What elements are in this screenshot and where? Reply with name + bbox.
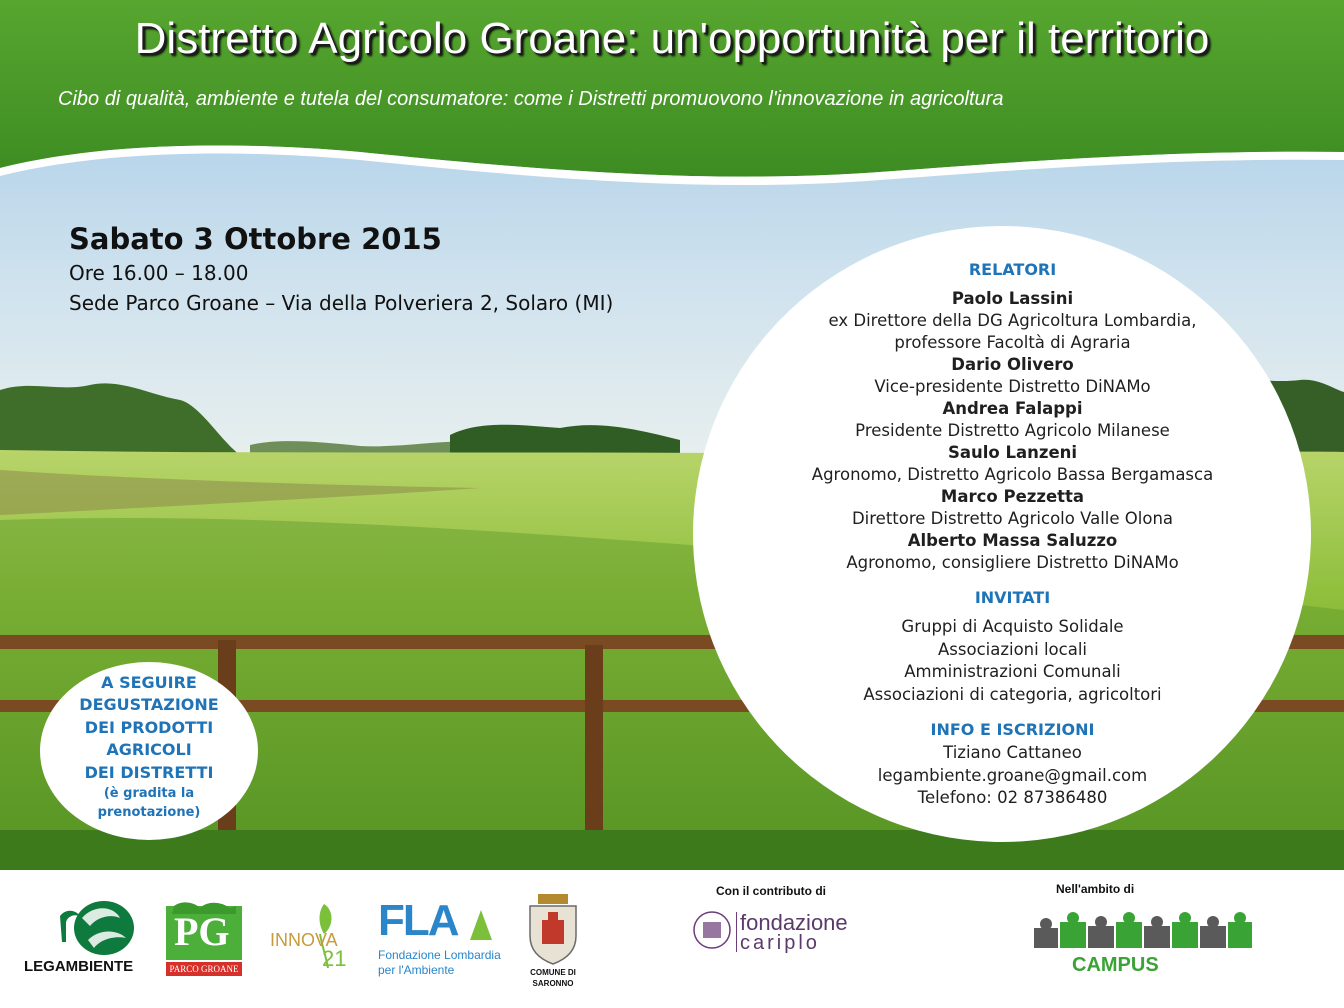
guest-item: Associazioni locali	[938, 639, 1087, 659]
tasting-note: prenotazione)	[97, 805, 201, 821]
contact-email[interactable]: legambiente.groane@gmail.com	[877, 765, 1148, 785]
speaker-name: Marco Pezzetta	[940, 487, 1085, 506]
event-time: Ore 16.00 – 18.00	[69, 261, 249, 285]
info-circle-content	[710, 258, 1315, 810]
speaker-role: Agronomo, consigliere Distretto DiNAMo	[846, 553, 1179, 572]
event-details	[69, 220, 689, 318]
cariplo-seal-icon	[692, 910, 732, 950]
speaker-name: Andrea Falappi	[942, 399, 1083, 418]
speaker-role: Vice-presidente Distretto DiNAMo	[874, 377, 1151, 396]
tasting-line: DEI PRODOTTI	[84, 717, 214, 737]
legambiente-text: LEGAMBIENTE	[24, 958, 134, 975]
speaker-item	[710, 354, 1315, 398]
saronno-logo	[522, 892, 584, 992]
tasting-line: DEI DISTRETTI	[84, 762, 214, 782]
parco-groane-initials: PG	[174, 909, 230, 954]
fla-line2: per l'Ambiente	[378, 963, 455, 977]
speaker-role: professore Facoltà di Agraria	[894, 333, 1131, 352]
speaker-role: Agronomo, Distretto Agricolo Bassa Bergamasca	[811, 465, 1214, 484]
guests-heading: INVITATI	[974, 588, 1051, 607]
parco-groane-text: PARCO GROANE	[166, 962, 242, 976]
tasting-note: (è gradita la	[103, 786, 195, 802]
saronno-line1: COMUNE DI	[530, 968, 576, 977]
guest-item: Amministrazioni Comunali	[904, 662, 1121, 681]
tasting-badge	[40, 662, 258, 840]
fla-leaf-icon	[466, 906, 496, 942]
campus-puzzle-icon	[1032, 912, 1256, 958]
speaker-name: Paolo Lassini	[951, 289, 1074, 308]
contribution-label: Con il contributo di	[716, 884, 826, 898]
tasting-line: A SEGUIRE	[101, 673, 197, 692]
speaker-role: ex Direttore della DG Agricoltura Lombardia,	[828, 311, 1197, 330]
fla-mark: FLA	[378, 896, 458, 945]
page-subtitle: Cibo di qualità, ambiente e tutela del consumatore: come i Distretti promuovono l'innovazione in agricoltura	[58, 88, 1004, 110]
speaker-name: Alberto Massa Saluzzo	[907, 531, 1118, 550]
speaker-item	[710, 486, 1315, 530]
speaker-name: Saulo Lanzeni	[947, 443, 1078, 462]
parco-groane-logo	[166, 900, 242, 978]
legambiente-logo	[22, 898, 144, 978]
campus-label: Nell'ambito di	[1056, 882, 1135, 896]
cariplo-logo	[692, 910, 867, 958]
page-title: Distretto Agricolo Groane: un'opportunità per il territorio	[134, 14, 1210, 63]
cariplo-line2: cariplo	[740, 932, 820, 954]
cariplo-line1: fondazione	[740, 910, 848, 935]
innova21-logo	[270, 900, 360, 978]
speaker-item	[710, 442, 1315, 486]
saronno-line2: SARONNO	[532, 979, 574, 988]
speaker-role: Presidente Distretto Agricolo Milanese	[855, 421, 1170, 440]
tasting-line: DEGUSTAZIONE	[79, 695, 219, 715]
fla-line1: Fondazione Lombardia	[378, 948, 501, 962]
tasting-line: AGRICOLI	[106, 740, 192, 760]
innova-number: 21	[322, 946, 347, 971]
speaker-item	[710, 530, 1315, 574]
innova-word: INNOVA	[270, 930, 338, 950]
guest-item: Gruppi di Acquisto Solidale	[901, 617, 1124, 636]
event-date: Sabato 3 Ottobre 2015	[69, 222, 442, 256]
speakers-heading: RELATORI	[968, 260, 1057, 279]
speaker-role: Direttore Distretto Agricolo Valle Olona	[851, 509, 1174, 528]
speaker-item	[710, 288, 1315, 354]
contact-name: Tiziano Cattaneo	[943, 743, 1082, 762]
contact-phone: Telefono: 02 87386480	[917, 788, 1108, 807]
fla-logo	[376, 896, 512, 980]
legambiente-swan-icon	[22, 898, 144, 956]
campus-logo	[1032, 912, 1256, 978]
saronno-crest-icon	[522, 892, 584, 966]
speaker-item	[710, 398, 1315, 442]
campus-text: CAMPUS	[1072, 954, 1159, 976]
speaker-name: Dario Olivero	[951, 355, 1074, 374]
guest-item: Associazioni di categoria, agricoltori	[863, 684, 1162, 704]
info-heading: INFO E ISCRIZIONI	[930, 720, 1095, 739]
event-place: Sede Parco Groane – Via della Polveriera 2, Solaro (MI)	[69, 291, 614, 315]
